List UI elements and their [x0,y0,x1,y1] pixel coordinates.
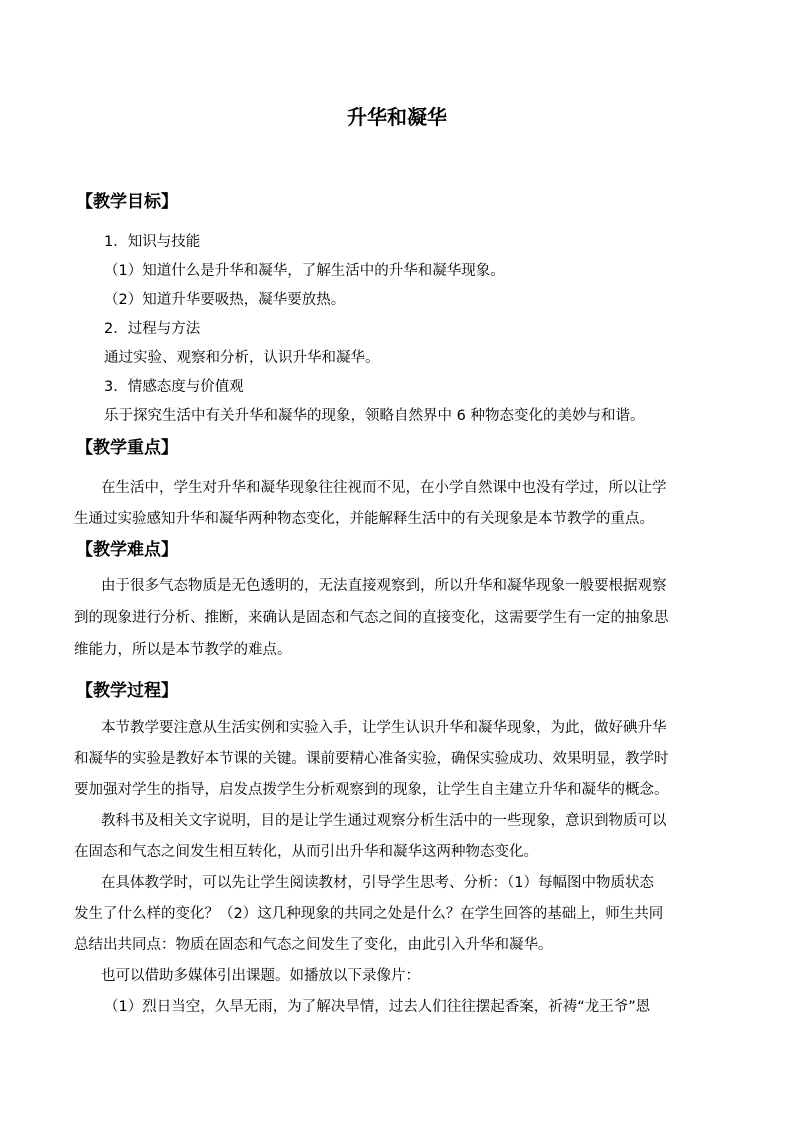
document-title: 升华和凝华 [347,105,447,129]
section-heading-difficulties: 【教学难点】 [76,540,178,560]
paragraph-line: 总结出共同点：物质在固态和气态之间发生了变化，由此引入升华和凝华。 [74,937,553,953]
paragraph-line: 也可以借助多媒体引出课题。如播放以下录像片： [101,968,420,984]
paragraph-line: （1）烈日当空，久旱无雨，为了解决旱情，过去人们往往摆起香案，祈祷“龙王爷”恩 [104,999,651,1015]
goal-item: （2）知道升华要吸热，凝华要放热。 [104,292,346,308]
goal-item: （1）知道什么是升华和凝华，了解生活中的升华和凝华现象。 [104,263,505,279]
section-heading-goals: 【教学目标】 [76,192,178,212]
paragraph-line: 和凝华的实验是教好本节课的关键。课前要精心准备实验，确保实验成功、效果明显，教学时 [74,751,669,767]
paragraph-line: 到的现象进行分析、推断，来确认是固态和气态之间的直接变化，这需要学生有一定的抽象思 [74,610,669,626]
goal-item: 通过实验、观察和分析，认识升华和凝华。 [104,350,380,366]
paragraph-line: 维能力，所以是本节教学的难点。 [74,642,292,658]
section-heading-key-points: 【教学重点】 [76,438,178,458]
paragraph-line: 发生了什么样的变化？（2）这几种现象的共同之处是什么？在学生回答的基础上，师生共同 [74,906,664,922]
goal-item: 乐于探究生活中有关升华和凝华的现象，领略自然界中 6 种物态变化的美妙与和谐。 [104,408,645,424]
paragraph-line: 教科书及相关文字说明，目的是让学生通过观察分析生活中的一些现象，意识到物质可以 [101,813,667,829]
paragraph-line: 在固态和气态之间发生相互转化，从而引出升华和凝华这两种物态变化。 [74,844,538,860]
paragraph-line: 在生活中，学生对升华和凝华现象往往视而不见，在小学自然课中也没有学过，所以让学 [101,480,667,496]
paragraph-line: 由于很多气态物质是无色透明的，无法直接观察到，所以升华和凝华现象一般要根据观察 [101,578,667,594]
paragraph-line: 要加强对学生的指导，启发点拨学生分析观察到的现象，让学生自主建立升华和凝华的概念。 [74,782,669,798]
paragraph-line: 生通过实验感知升华和凝华两种物态变化，并能解释生活中的有关现象是本节教学的重点。 [74,511,654,527]
goal-item: 1．知识与技能 [104,234,201,250]
section-heading-process: 【教学过程】 [76,681,178,701]
paragraph-line: 本节教学要注意从生活实例和实验入手，让学生认识升华和凝华现象，为此，做好碘升华 [101,720,667,736]
goal-item: 3．情感态度与价值观 [104,379,244,395]
goal-item: 2．过程与方法 [104,321,201,337]
paragraph-line: 在具体教学时，可以先让学生阅读教材，引导学生思考、分析：（1）每幅图中物质状态 [101,875,654,891]
